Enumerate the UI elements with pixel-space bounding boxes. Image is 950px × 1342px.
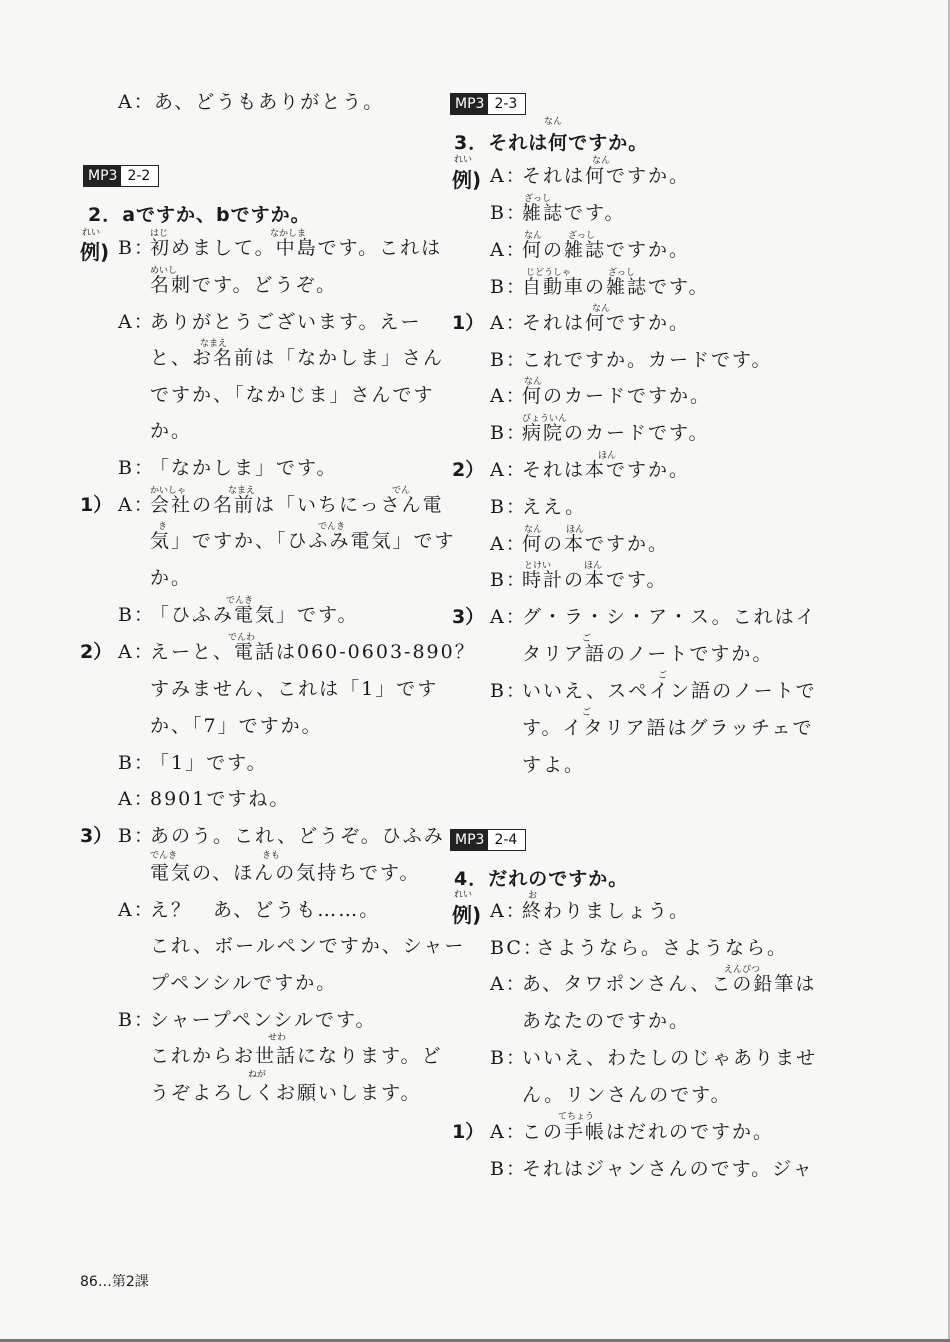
- dialogue-text: 電気の、ほんの気持ちです。: [150, 862, 421, 884]
- dialogue-text: あなたのですか。: [522, 1010, 691, 1032]
- ruby-text: じどうしゃ: [526, 268, 572, 278]
- dialogue-text: それは何ですか。: [522, 165, 691, 187]
- ruby-text: れい: [454, 890, 473, 900]
- dialogue-text: 初めまして。中島です。これは: [150, 237, 443, 259]
- dialogue-text: 何の雑誌ですか。: [522, 239, 691, 261]
- speaker-label: BC：: [490, 937, 544, 959]
- dialogue-text: すみません、これは「1」です: [150, 678, 439, 700]
- dialogue-text: えーと、電話は060-0603-890？: [150, 641, 476, 663]
- ruby-text: ご: [658, 671, 668, 681]
- ruby-text: なん: [544, 117, 563, 127]
- ruby-text: めいし: [150, 266, 178, 276]
- example-marker: 例): [80, 240, 110, 264]
- dialogue-text: さようなら。さようなら。: [536, 937, 789, 959]
- ruby-text: ほん: [598, 451, 617, 461]
- speaker-label: B：: [490, 276, 527, 298]
- dialogue-text: と、お名前は「なかしま」さん: [150, 347, 445, 369]
- speaker-label: B：: [490, 496, 527, 518]
- ruby-text: ほん: [584, 561, 603, 571]
- dialogue-text: それはジャンさんのです。ジャ: [522, 1158, 814, 1180]
- ruby-text: せわ: [268, 1033, 287, 1043]
- dialogue-text: か。: [150, 420, 193, 442]
- dialogue-text: これからお世話になります。ど: [150, 1045, 443, 1067]
- speaker-label: B：: [118, 604, 155, 626]
- speaker-label: A：: [118, 311, 155, 333]
- dialogue-text: うぞよろしくお願いします。: [150, 1082, 422, 1104]
- dialogue-text: ええ。: [522, 496, 587, 518]
- ruby-text: き: [158, 522, 168, 532]
- dialogue-text: いいえ、スペイン語のノートで: [522, 680, 817, 702]
- dialogue-text: 何のカードですか。: [522, 385, 712, 407]
- speaker-label: A：: [118, 494, 155, 516]
- dialogue-text: 会社の名前は「いちにっさん電: [150, 494, 444, 516]
- line-number: 3）: [80, 825, 113, 847]
- ruby-text: びょういん: [522, 414, 568, 424]
- ruby-text: でんき: [226, 596, 254, 606]
- ruby-text: でんわ: [228, 633, 256, 643]
- speaker-label: A：: [490, 1121, 527, 1143]
- ruby-text: でん: [392, 486, 411, 496]
- ruby-text: とけい: [524, 561, 552, 571]
- dialogue-text: あ、タワポンさん、この鉛筆は: [522, 973, 817, 995]
- speaker-label: A：: [490, 533, 527, 555]
- ruby-text: ご: [582, 708, 592, 718]
- ruby-text: かいしゃ: [150, 486, 187, 496]
- dialogue-text: 時計の本です。: [522, 569, 668, 591]
- dialogue-text: それは何ですか。: [522, 312, 691, 334]
- speaker-label: A：: [490, 239, 527, 261]
- ruby-text: なまえ: [228, 486, 256, 496]
- example-marker: 例): [452, 168, 482, 192]
- speaker-label: B：: [118, 237, 155, 259]
- dialogue-text: あ、どうもありがとう。: [154, 91, 385, 113]
- example-marker: 例): [452, 903, 482, 927]
- ruby-text: ご: [582, 634, 592, 644]
- dialogue-text: ありがとうございます。えー: [150, 311, 422, 333]
- ruby-text: はじ: [150, 229, 169, 239]
- ruby-text: でんき: [318, 522, 346, 532]
- dialogue-text: ですか、「なかじま」さんです: [150, 384, 435, 406]
- ruby-text: なかしま: [270, 229, 307, 239]
- ruby-text: なん: [524, 525, 543, 535]
- dialogue-text: グ・ラ・シ・ア・ス。これはイ: [522, 606, 817, 628]
- ruby-text: ざっし: [524, 194, 552, 204]
- dialogue-text: あのう。これ、どうぞ。ひふみ: [150, 825, 445, 847]
- ruby-text: でんき: [150, 851, 178, 861]
- ruby-text: れい: [82, 228, 101, 238]
- dialogue-text: 終わりましょう。: [522, 900, 691, 922]
- ruby-text: てちょう: [558, 1112, 595, 1122]
- dialogue-text: 自動車の雑誌です。: [522, 276, 710, 298]
- dialogue-text: プペンシルですか。: [150, 972, 338, 994]
- ruby-text: なん: [524, 231, 543, 241]
- dialogue-text: すよ。: [522, 754, 586, 776]
- ruby-text: ほん: [566, 525, 585, 535]
- ruby-text: なまえ: [200, 339, 228, 349]
- line-number: 1）: [452, 312, 485, 334]
- ruby-text: れい: [454, 155, 473, 165]
- dialogue-text: 「ひふみ電気」です。: [150, 604, 359, 626]
- dialogue-text: 「1」です。: [150, 752, 268, 774]
- ruby-text: ねが: [248, 1070, 267, 1080]
- mp3-label: MP3 2-3: [450, 93, 526, 115]
- ruby-text: ざっし: [608, 268, 636, 278]
- dialogue-text: か、「7」ですか。: [150, 715, 323, 737]
- speaker-label: B：: [490, 569, 527, 591]
- speaker-label: A：: [490, 973, 527, 995]
- dialogue-text: 何の本ですか。: [522, 533, 670, 555]
- speaker-label: A：: [490, 312, 527, 334]
- line-number: 2）: [80, 641, 113, 663]
- dialogue-text: 名刺です。どうぞ。: [150, 274, 338, 296]
- dialogue-text: え？ あ、どうも……。: [150, 899, 381, 921]
- section-heading: 2．aですか、bですか。: [88, 204, 311, 226]
- speaker-label: A：: [118, 899, 155, 921]
- dialogue-text: 8901ですね。: [150, 788, 291, 810]
- speaker-label: A：: [118, 641, 155, 663]
- speaker-label: A：: [490, 459, 527, 481]
- ruby-text: お: [528, 891, 538, 901]
- speaker-label: A：: [490, 606, 527, 628]
- page-footer: 86…第2課: [80, 1274, 149, 1290]
- speaker-label: A：: [490, 165, 527, 187]
- line-number: 3）: [452, 606, 485, 628]
- speaker-label: B：: [490, 202, 527, 224]
- dialogue-text: 雑誌です。: [522, 202, 626, 224]
- dialogue-text: 気」ですか、「ひふみ電気」です: [150, 530, 456, 552]
- dialogue-text: 病院のカードです。: [522, 422, 710, 444]
- dialogue-text: タリア語のノートですか。: [522, 643, 774, 665]
- speaker-label: B：: [490, 349, 527, 371]
- line-number: 1）: [80, 494, 113, 516]
- speaker-label: A：: [490, 385, 527, 407]
- dialogue-text: 「なかしま」です。: [150, 457, 338, 479]
- speaker-label: B：: [118, 457, 155, 479]
- speaker-label: A：: [118, 91, 155, 113]
- dialogue-text: それは本ですか。: [522, 459, 691, 481]
- speaker-label: A：: [490, 900, 527, 922]
- dialogue-text: いいえ、わたしのじゃありませ: [522, 1047, 818, 1069]
- speaker-label: A：: [118, 788, 155, 810]
- dialogue-text: シャープペンシルです。: [150, 1009, 377, 1031]
- speaker-label: B：: [490, 1047, 527, 1069]
- ruby-text: なん: [592, 304, 611, 314]
- speaker-label: B：: [118, 752, 155, 774]
- speaker-label: B：: [490, 680, 527, 702]
- section-heading: 4．だれのですか。: [454, 868, 629, 890]
- ruby-text: なん: [592, 156, 611, 166]
- dialogue-text: ん。リンさんのです。: [522, 1084, 732, 1106]
- dialogue-text: これ、ボールペンですか、シャー: [150, 935, 466, 957]
- dialogue-text: この手帳はだれのですか。: [522, 1121, 775, 1143]
- speaker-label: B：: [490, 422, 527, 444]
- speaker-label: B：: [118, 825, 155, 847]
- ruby-text: なん: [524, 377, 543, 387]
- dialogue-text: か。: [150, 567, 193, 589]
- ruby-text: きも: [262, 851, 281, 861]
- line-number: 1）: [452, 1121, 485, 1143]
- section-heading: 3．それは何ですか。: [454, 132, 649, 154]
- ruby-text: えんぴつ: [724, 965, 761, 975]
- ruby-text: ざっし: [568, 231, 596, 241]
- speaker-label: B：: [490, 1158, 527, 1180]
- mp3-label: MP3 2-2: [83, 165, 159, 187]
- mp3-label: MP3 2-4: [450, 829, 526, 851]
- line-number: 2）: [452, 459, 485, 481]
- dialogue-text: これですか。カードです。: [522, 349, 773, 371]
- dialogue-text: す。イタリア語はグラッチェで: [522, 717, 814, 739]
- speaker-label: B：: [118, 1009, 155, 1031]
